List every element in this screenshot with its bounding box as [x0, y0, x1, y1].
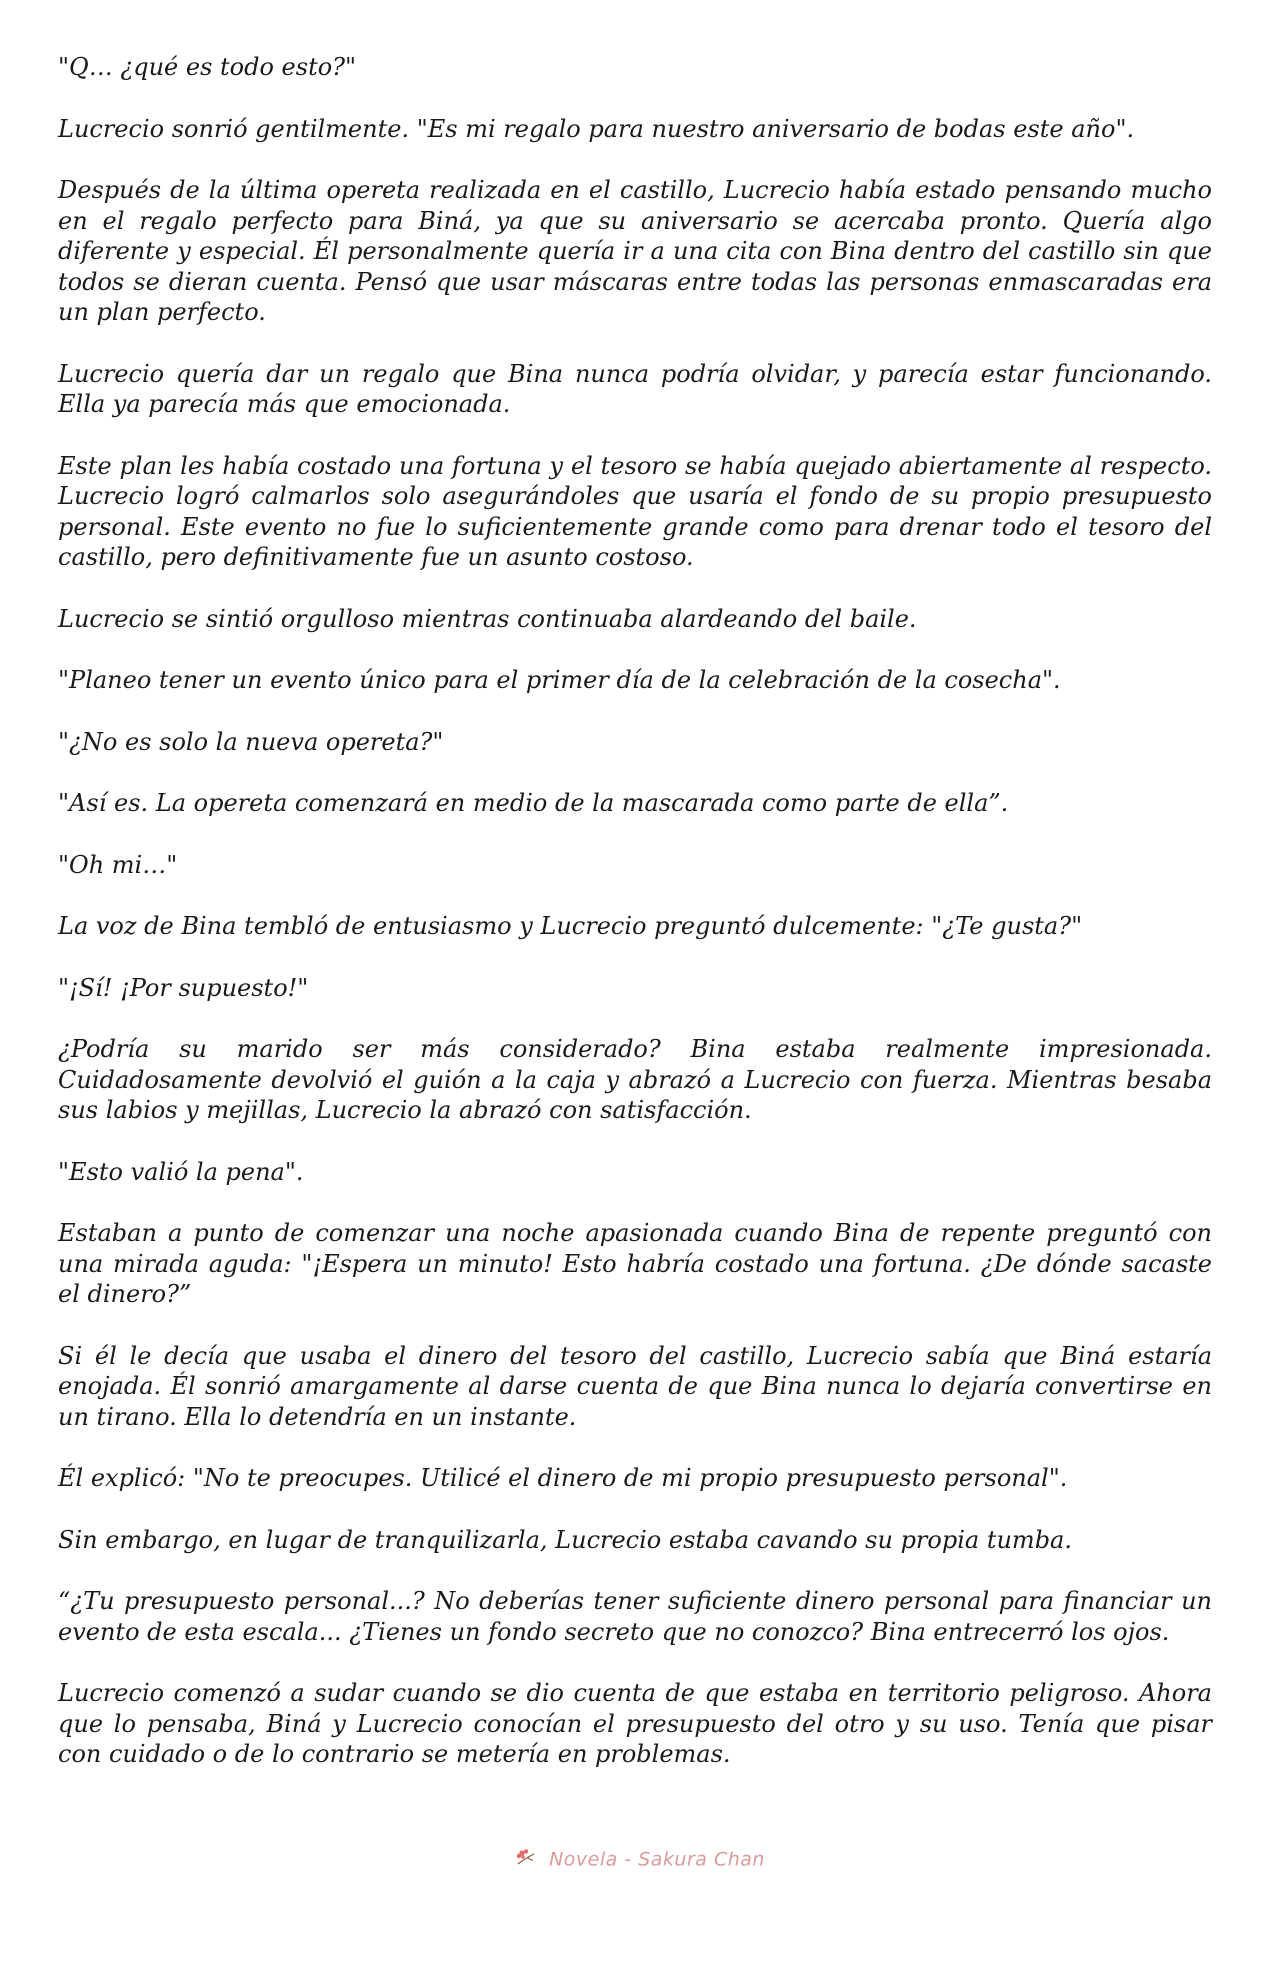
- paragraph: “¿Tu presupuesto personal...? No deberías tener suficiente dinero personal para financiar un evento de esta escala... ¿Tienes un fondo secreto que no conozco? Bina entrecerró los ojos.: [58, 1587, 1212, 1646]
- paragraph: Lucrecio sonrió gentilmente. "Es mi regalo para nuestro aniversario de bodas este año".: [58, 114, 1135, 143]
- paragraph: Sin embargo, en lugar de tranquilizarla, Lucrecio estaba cavando su propia tumba.: [58, 1525, 1072, 1554]
- paragraph: Después de la última opereta realizada en el castillo, Lucrecio había estado pensando mucho en el regalo perfecto para Biná, ya que su aniversario se acercaba pronto. Quería algo diferente y especial. Él personalmente quería ir a una cita con Bina dentro del castillo sin que todos se dieran cuenta. Pensó que usar máscaras entre todas las personas enmascaradas era un plan perfecto.: [58, 176, 1212, 326]
- paragraph: "Esto valió la pena".: [58, 1157, 304, 1186]
- paragraph: ¿Podría su marido ser más considerado? Bina estaba realmente impresionada. Cuidadosamente devolvió el guión a la caja y abrazó a Lucrecio con fuerza. Mientras besaba sus labios y mejillas, Lucrecio la abrazó con satisfacción.: [58, 1035, 1212, 1124]
- watermark-text: Novela - Sakura Chan: [549, 1848, 765, 1871]
- paragraph: "Así es. La opereta comenzará en medio de la mascarada como parte de ella”.: [58, 789, 1009, 817]
- paragraph: Si él le decía que usaba el dinero del tesoro del castillo, Lucrecio sabía que Biná estaría enojada. Él sonrió amargamente al darse cuenta de que Bina nunca lo dejaría convertirse en un tirano. Ella lo detendría en un instante.: [58, 1341, 1212, 1431]
- paragraph: "¿No es solo la nueva opereta?": [58, 727, 444, 756]
- paragraph: Lucrecio se sintió orgulloso mientras continuaba alardeando del baile.: [58, 604, 917, 633]
- paragraph: Este plan les había costado una fortuna y el tesoro se había quejado abiertamente al respecto. Lucrecio logró calmarlos solo asegurándoles que usaría el fondo de su propio presupuesto personal. Este evento no fue lo suficientemente grande como para drenar todo el tesoro del castillo, pero definitivamente fue un asunto costoso.: [58, 451, 1212, 571]
- sakura-flower-icon: [515, 1848, 537, 1871]
- watermark-footer: [0, 1848, 1280, 1871]
- paragraph: Lucrecio quería dar un regalo que Bina nunca podría olvidar, y parecía estar funcionando. Ella ya parecía más que emocionada.: [58, 359, 1212, 418]
- document-body: [58, 52, 1212, 1801]
- paragraph: Él explicó: "No te preocupes. Utilicé el dinero de mi propio presupuesto personal".: [58, 1464, 1068, 1492]
- paragraph: "¡Sí! ¡Por supuesto!": [58, 973, 309, 1002]
- paragraph: "Planeo tener un evento único para el primer día de la celebración de la cosecha".: [58, 666, 1061, 694]
- paragraph: Lucrecio comenzó a sudar cuando se dio cuenta de que estaba en territorio peligroso. Ahora que lo pensaba, Biná y Lucrecio conocían el presupuesto del otro y su uso. Tenía que pisar con cuidado o de lo contrario se metería en problemas.: [58, 1679, 1212, 1768]
- paragraph: La voz de Bina tembló de entusiasmo y Lucrecio preguntó dulcemente: "¿Te gusta?": [58, 912, 1083, 940]
- paragraph: "Q… ¿qué es todo esto?": [58, 53, 357, 81]
- paragraph: Estaban a punto de comenzar una noche apasionada cuando Bina de repente preguntó con una mirada aguda: "¡Espera un minuto! Esto habría costado una fortuna. ¿De dónde sacaste el dinero?”: [58, 1219, 1212, 1308]
- paragraph: "Oh mi…": [58, 850, 178, 879]
